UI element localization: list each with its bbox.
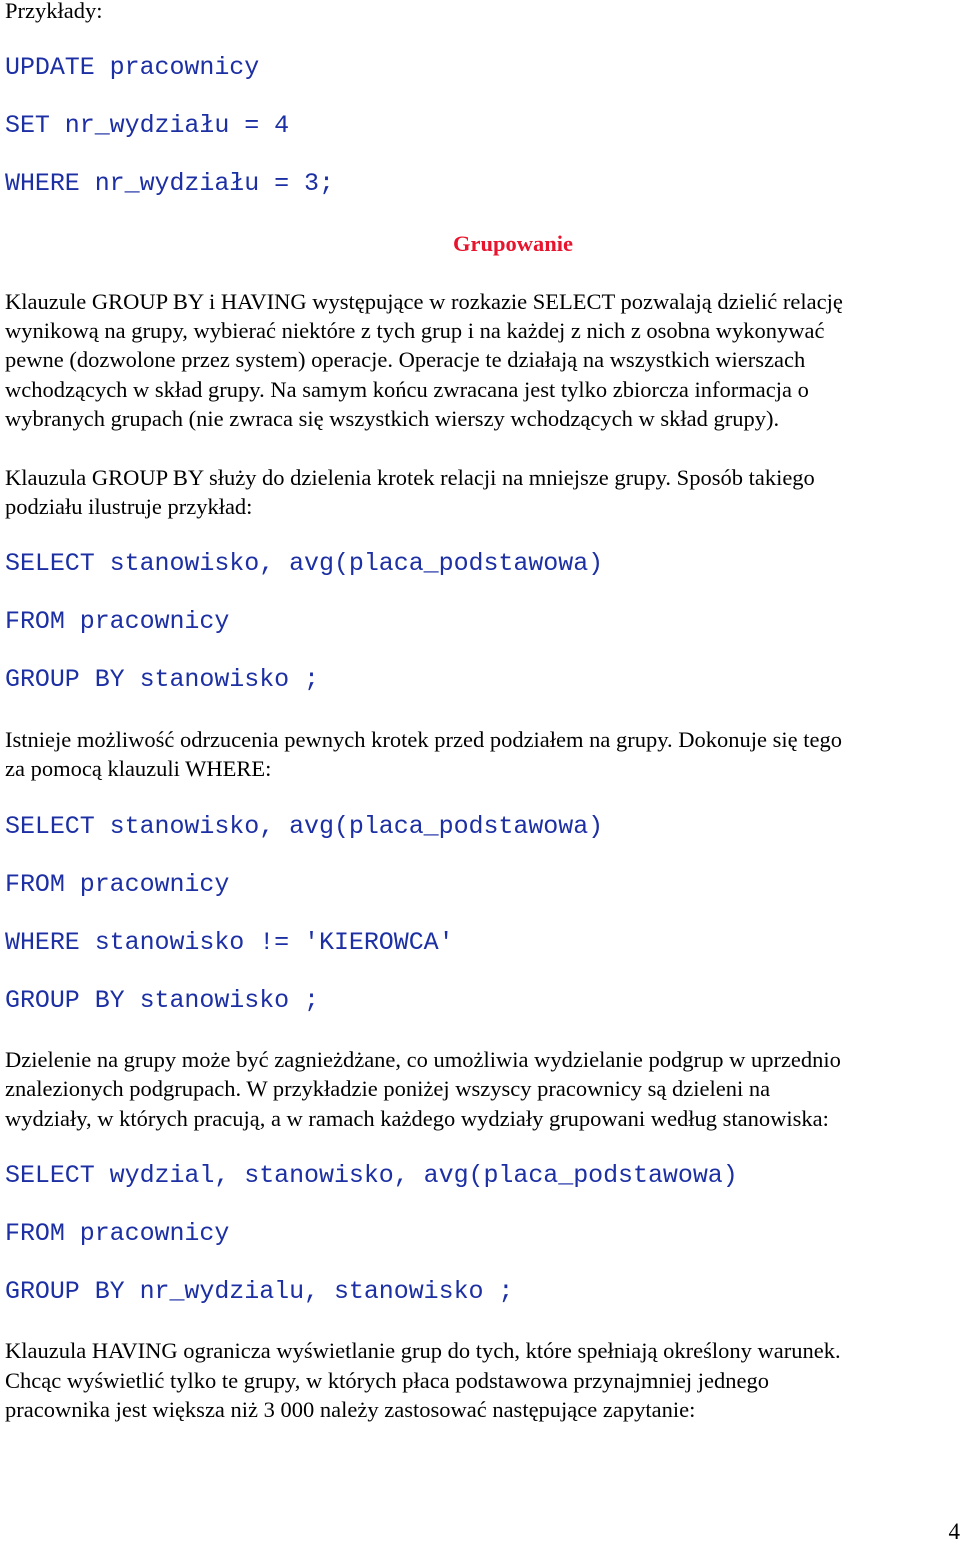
code-line: GROUP BY stanowisko ; bbox=[5, 986, 319, 1016]
paragraph-line: za pomocą klauzuli WHERE: bbox=[5, 754, 957, 784]
paragraph-line: podziału ilustruje przykład: bbox=[5, 492, 957, 522]
paragraph-line: Klauzule GROUP BY i HAVING występujące w rozkazie SELECT pozwalają dzielić relację bbox=[5, 287, 957, 317]
paragraph-line: wynikową na grupy, wybierać niektóre z tych grup i na każdej z nich z osobna wykonywać bbox=[5, 316, 957, 346]
paragraph-line: pewne (dozwolone przez system) operacje. Operacje te działają na wszystkich wierszach bbox=[5, 345, 957, 375]
code-line: FROM pracownicy bbox=[5, 607, 229, 637]
paragraph-line: wybranych grupach (nie zwraca się wszystkich wierszy wchodzących w skład grupy). bbox=[5, 404, 957, 434]
paragraph-line: Dzielenie na grupy może być zagnieżdżane, co umożliwia wydzielanie podgrup w uprzednio bbox=[5, 1045, 957, 1075]
paragraph-line: Istnieje możliwość odrzucenia pewnych krotek przed podziałem na grupy. Dokonuje się tego bbox=[5, 725, 957, 755]
code-line: WHERE stanowisko != 'KIEROWCA' bbox=[5, 928, 454, 958]
code-line: UPDATE pracownicy bbox=[5, 53, 259, 83]
page-number: 4 bbox=[949, 1519, 960, 1545]
code-line: SELECT stanowisko, avg(placa_podstawowa) bbox=[5, 549, 603, 579]
paragraph-line: wchodzących w skład grupy. Na samym końcu zwracana jest tylko zbiorcza informacja o bbox=[5, 375, 957, 405]
code-line: SELECT wydzial, stanowisko, avg(placa_podstawowa) bbox=[5, 1161, 738, 1191]
section-heading: Grupowanie bbox=[453, 229, 573, 259]
paragraph-line: wydziały, w których pracują, a w ramach każdego wydziały grupowani według stanowiska: bbox=[5, 1104, 957, 1134]
intro-label: Przykłady: bbox=[5, 0, 102, 26]
paragraph-line: Klauzula GROUP BY służy do dzielenia krotek relacji na mniejsze grupy. Sposób takiego bbox=[5, 463, 957, 493]
paragraph-line: Klauzula HAVING ogranicza wyświetlanie grup do tych, które spełniają określony warunek. bbox=[5, 1336, 957, 1366]
code-line: WHERE nr_wydziału = 3; bbox=[5, 169, 334, 199]
code-line: FROM pracownicy bbox=[5, 870, 229, 900]
paragraph-line: pracownika jest większa niż 3 000 należy zastosować następujące zapytanie: bbox=[5, 1395, 957, 1425]
code-line: SET nr_wydziału = 4 bbox=[5, 111, 289, 141]
code-line: SELECT stanowisko, avg(placa_podstawowa) bbox=[5, 812, 603, 842]
paragraph-line: znalezionych podgrupach. W przykładzie poniżej wszyscy pracownicy są dzieleni na bbox=[5, 1074, 957, 1104]
code-line: GROUP BY nr_wydzialu, stanowisko ; bbox=[5, 1277, 513, 1307]
paragraph-line: Chcąc wyświetlić tylko te grupy, w których płaca podstawowa przynajmniej jednego bbox=[5, 1366, 957, 1396]
code-line: GROUP BY stanowisko ; bbox=[5, 665, 319, 695]
code-line: FROM pracownicy bbox=[5, 1219, 229, 1249]
